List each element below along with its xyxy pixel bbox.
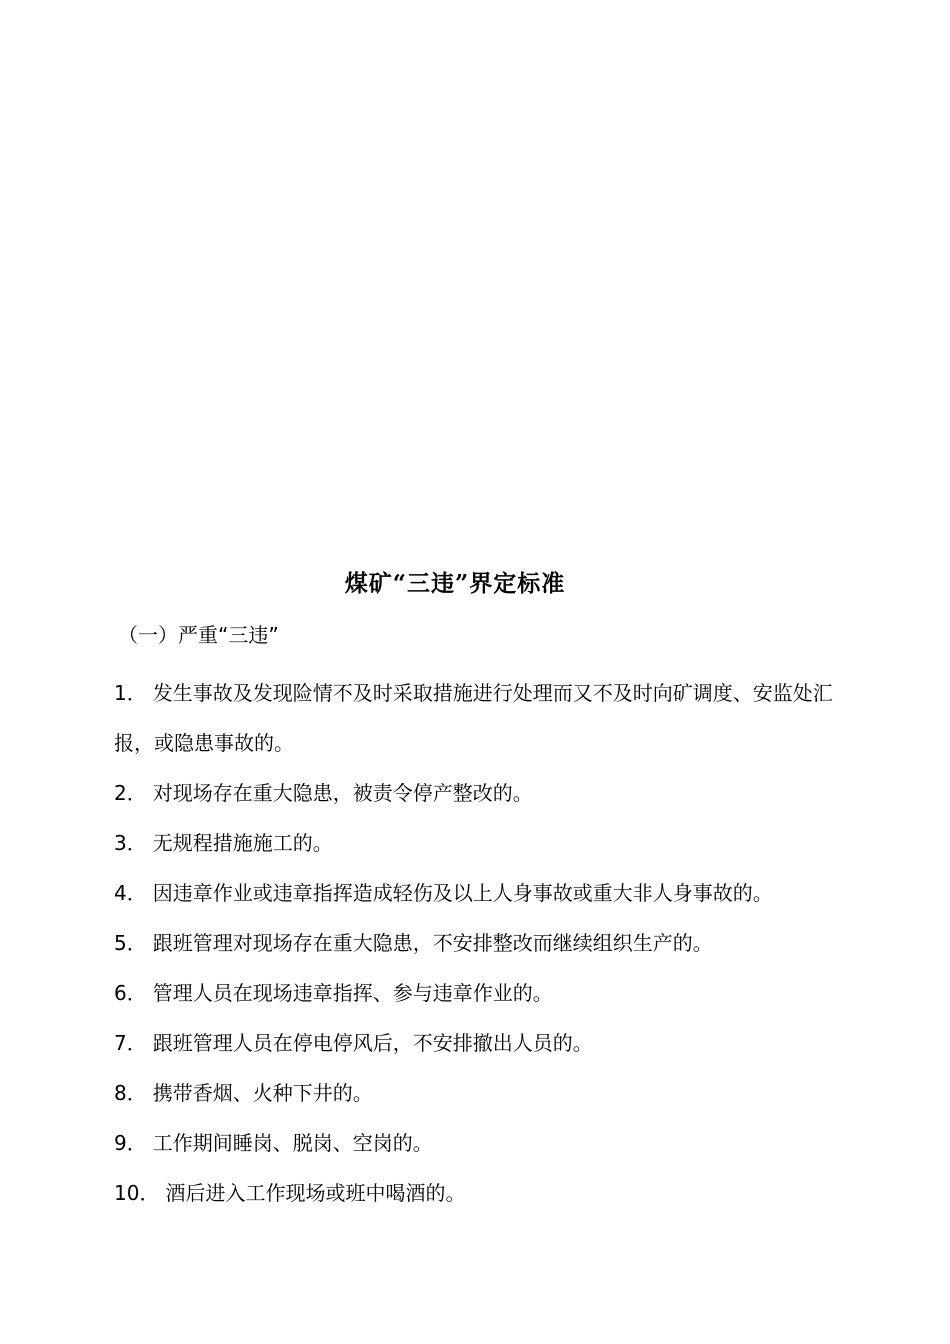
item-text: 酒后进入工作现场或班中喝酒的。: [165, 1181, 466, 1205]
list-item: [114, 918, 854, 968]
list-item: [114, 818, 854, 868]
list-item: [114, 1168, 854, 1218]
item-number: 9．: [114, 1131, 147, 1155]
item-number: 1．: [114, 681, 147, 705]
list-item: [114, 968, 854, 1018]
item-text: 携带香烟、火种下井的。: [152, 1081, 373, 1105]
list-item: [114, 868, 854, 918]
item-text: 跟班管理人员在停电停风后，不安排撤出人员的。: [152, 1031, 593, 1055]
item-text: 工作期间睡岗、脱岗、空岗的。: [152, 1131, 433, 1155]
item-text: 管理人员在现场违章指挥、参与违章作业的。: [152, 981, 553, 1005]
item-number: 2．: [114, 781, 147, 805]
item-number: 4．: [114, 881, 147, 905]
list-item: [114, 668, 854, 768]
item-number: 5．: [114, 931, 147, 955]
violation-list: [114, 668, 854, 1218]
item-text: 对现场存在重大隐患，被责令停产整改的。: [152, 781, 533, 805]
section-heading: （一）严重“三违”: [118, 623, 279, 647]
item-number: 3．: [114, 831, 147, 855]
item-number: 8．: [114, 1081, 147, 1105]
item-number: 10．: [114, 1181, 160, 1205]
list-item: [114, 768, 854, 818]
item-number: 6．: [114, 981, 147, 1005]
item-text: 无规程措施施工的。: [152, 831, 333, 855]
list-item: [114, 1018, 854, 1068]
item-text: 因违章作业或违章指挥造成轻伤及以上人身事故或重大非人身事故的。: [152, 881, 773, 905]
list-item: [114, 1068, 854, 1118]
document-title: 煤矿“三违”界定标准: [344, 570, 566, 597]
item-number: 7．: [114, 1031, 147, 1055]
item-text: 跟班管理对现场存在重大隐患，不安排整改而继续组织生产的。: [152, 931, 713, 955]
item-text: 发生事故及发现险情不及时采取措施进行处理而又不及时向矿调度、安监处汇报，或隐患事故的。: [114, 681, 833, 755]
list-item: [114, 1118, 854, 1168]
